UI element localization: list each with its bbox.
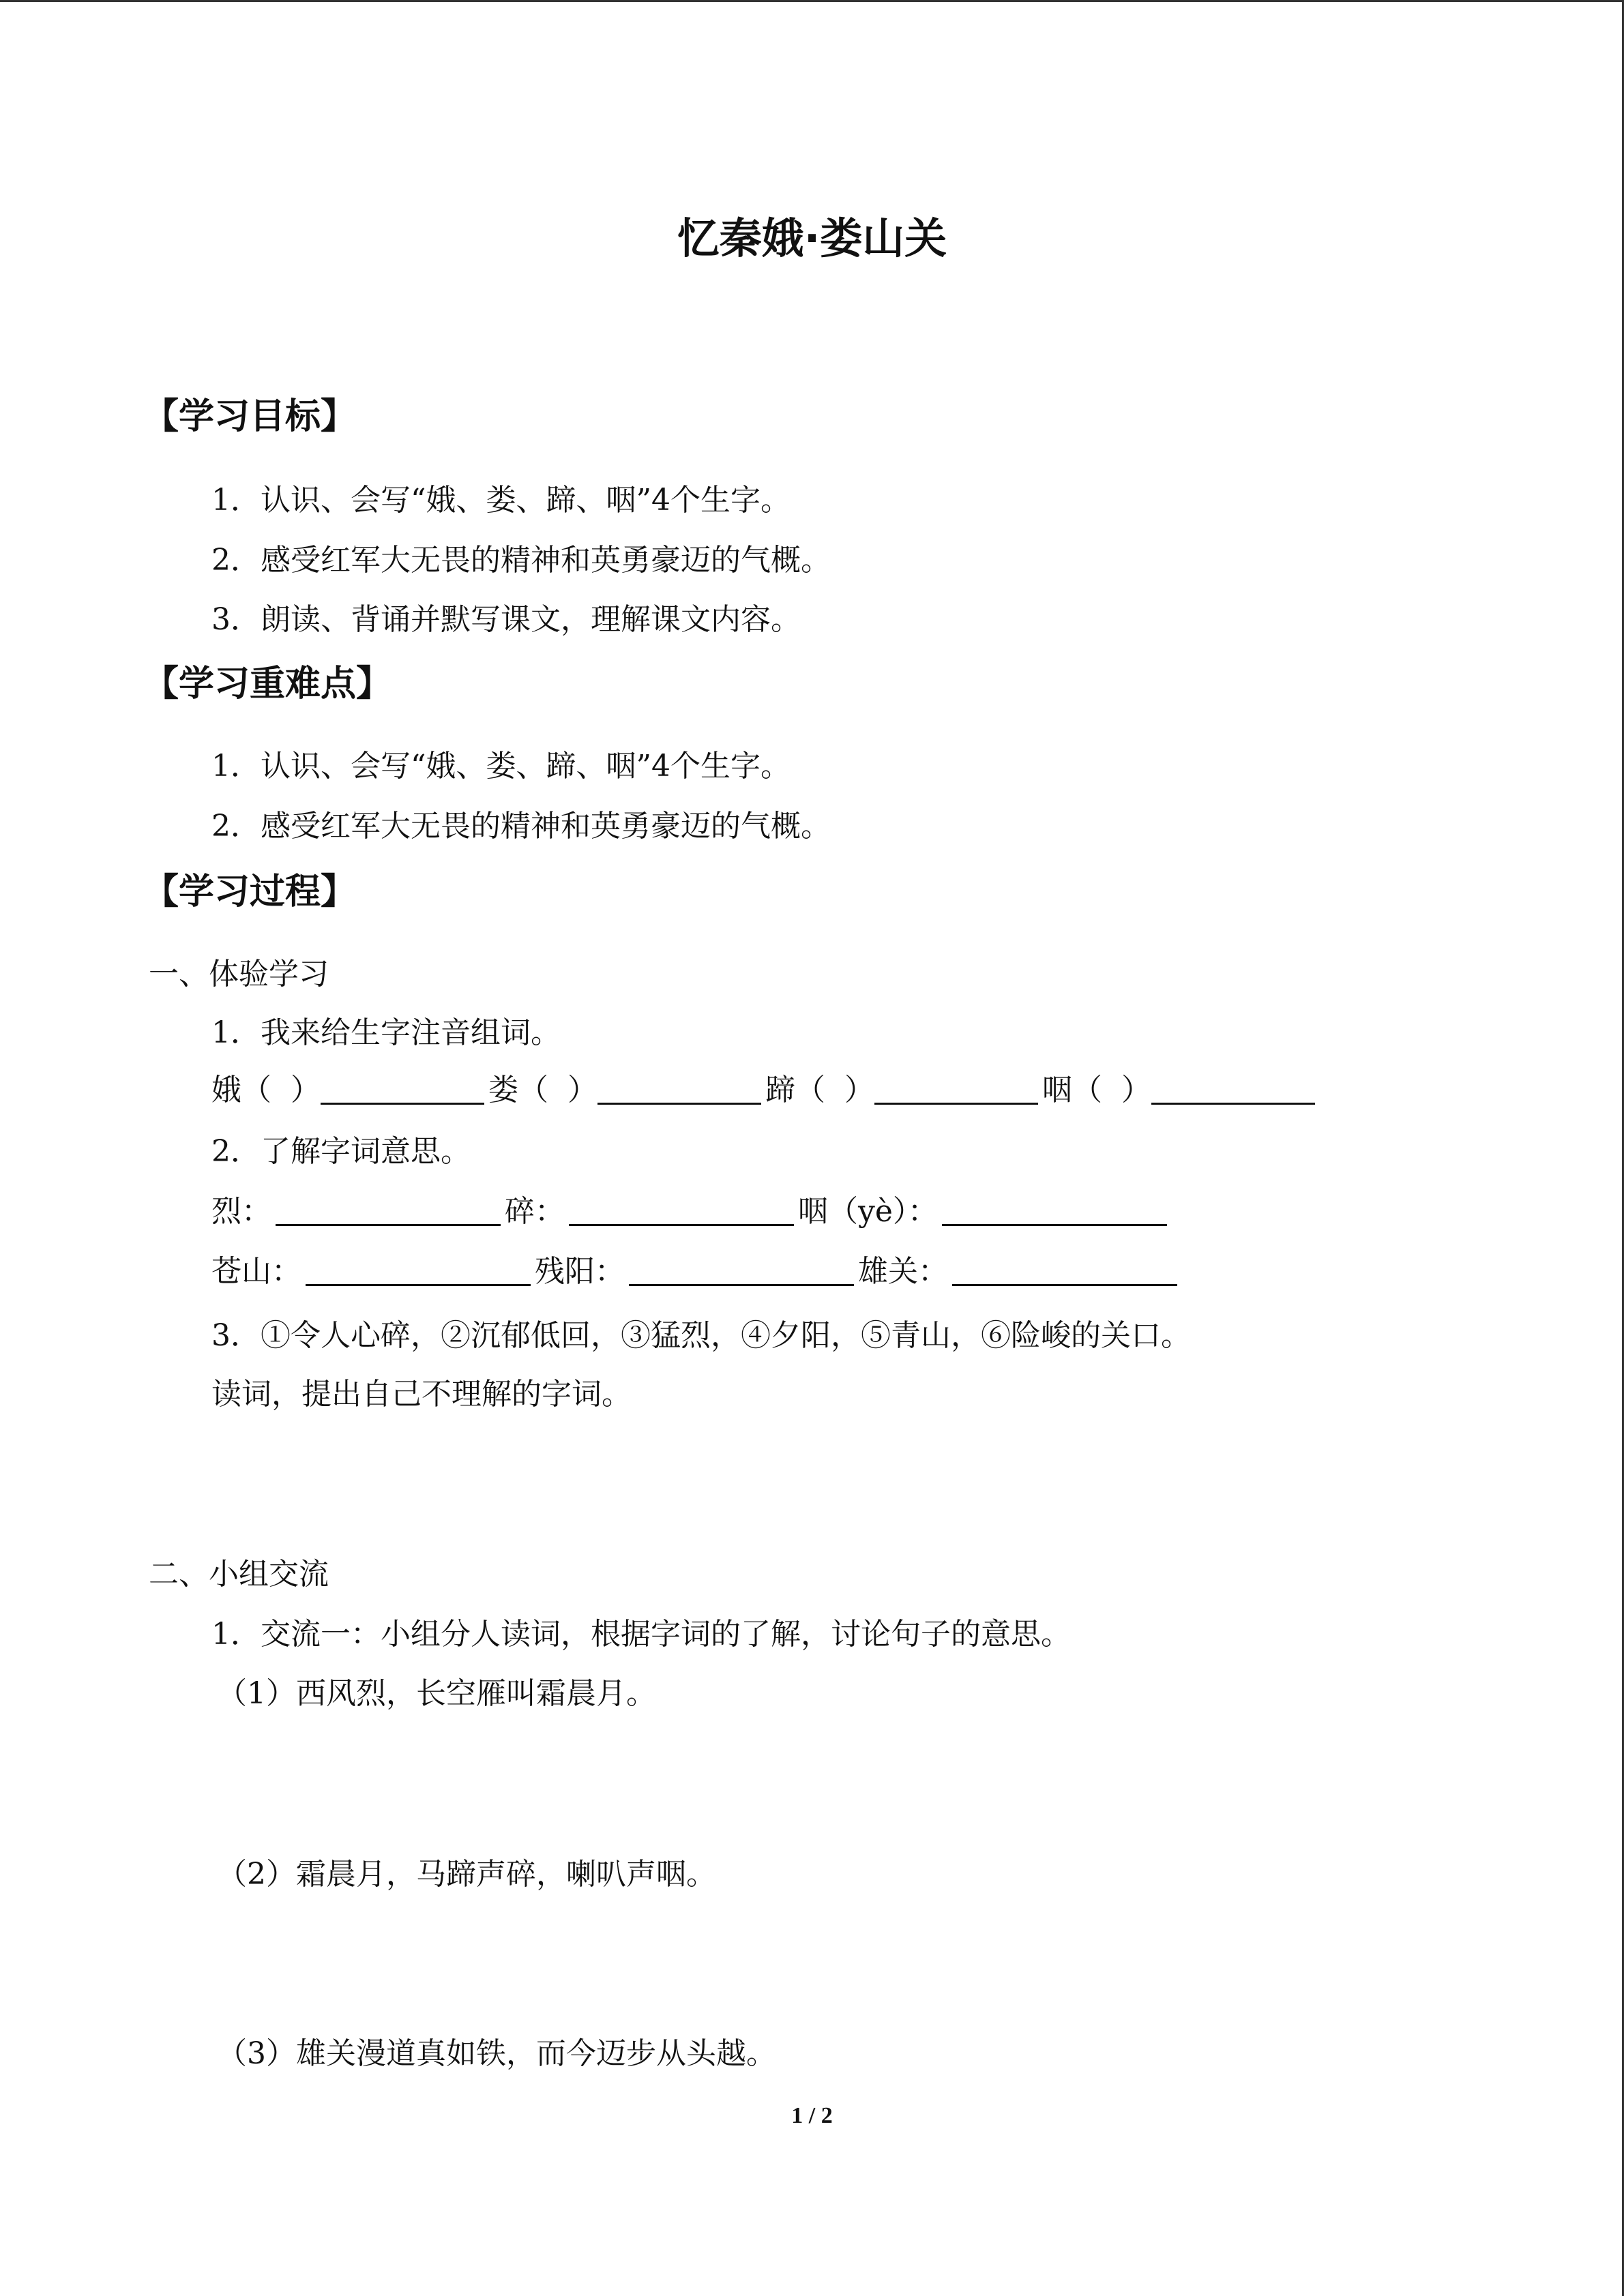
word-blank-3[interactable]	[874, 1073, 1038, 1105]
part2-q1: 1．交流一：小组分人读词，根据字词的了解，讨论句子的意思。	[211, 1617, 1071, 1652]
pinyin-paren-4: （ ）	[1072, 1073, 1151, 1107]
part1-heading: 一、体验学习	[149, 957, 329, 992]
meaning-label-xiongguan: 雄关：	[858, 1254, 948, 1289]
page-number: 1 / 2	[791, 2103, 833, 2128]
pinyin-paren-3: （ ）	[795, 1073, 874, 1107]
word-blank-2[interactable]	[597, 1073, 761, 1105]
meaning-blank-lie[interactable]	[276, 1194, 501, 1226]
char-1: 娥	[211, 1073, 241, 1107]
char-4: 咽	[1042, 1073, 1072, 1107]
process-heading: 【学习过程】	[143, 871, 357, 912]
meaning-blank-ye[interactable]	[942, 1194, 1167, 1226]
key-item-1: 1．认识、会写“娥、娄、蹄、咽”4个生字。	[211, 749, 791, 784]
meaning-label-canyang: 残阳：	[535, 1254, 625, 1289]
part1-q2: 2．了解字词意思。	[211, 1134, 471, 1169]
meaning-row-1	[211, 1187, 1171, 1230]
key-item-2: 2．感受红军大无畏的精神和英勇豪迈的气概。	[211, 809, 831, 844]
meaning-blank-canyang[interactable]	[629, 1254, 854, 1286]
part1-q1: 1．我来给生字注音组词。	[211, 1015, 561, 1050]
top-border	[0, 0, 1624, 2]
pinyin-paren-1: （ ）	[241, 1073, 321, 1107]
pinyin-paren-2: （ ）	[518, 1073, 597, 1107]
part1-q3: 3．①令人心碎，②沉郁低回，③猛烈，④夕阳，⑤青山，⑥险峻的关口。	[211, 1318, 1191, 1353]
sentence-1: （1）西风烈，长空雁叫霜晨月。	[217, 1676, 656, 1711]
page-title: 忆秦娥·娄山关	[677, 213, 947, 263]
goal-item-3: 3．朗读、背诵并默写课文，理解课文内容。	[211, 602, 801, 637]
meaning-label-cangshan: 苍山：	[211, 1254, 301, 1289]
sentence-2: （2）霜晨月，马蹄声碎，喇叭声咽。	[217, 1857, 716, 1892]
goals-heading: 【学习目标】	[143, 396, 357, 437]
meaning-label-lie: 烈：	[211, 1194, 271, 1229]
part2-heading: 二、小组交流	[149, 1557, 329, 1592]
pinyin-row	[211, 1065, 1319, 1109]
goal-item-1: 1．认识、会写“娥、娄、蹄、咽”4个生字。	[211, 483, 791, 518]
goal-item-2: 2．感受红军大无畏的精神和英勇豪迈的气概。	[211, 543, 831, 578]
meaning-row-2	[211, 1247, 1181, 1290]
char-2: 娄	[488, 1073, 518, 1107]
key-points-heading: 【学习重难点】	[143, 664, 392, 704]
char-3: 蹄	[765, 1073, 795, 1107]
meaning-label-sui: 碎：	[505, 1194, 565, 1229]
meaning-blank-sui[interactable]	[569, 1194, 794, 1226]
word-blank-4[interactable]	[1151, 1073, 1315, 1105]
meaning-blank-xiongguan[interactable]	[952, 1254, 1177, 1286]
part1-q3-note: 读词，提出自己不理解的字词。	[211, 1377, 632, 1412]
word-blank-1[interactable]	[321, 1073, 484, 1105]
meaning-label-ye: 咽（yè）：	[798, 1194, 938, 1229]
meaning-blank-cangshan[interactable]	[306, 1254, 531, 1286]
sentence-3: （3）雄关漫道真如铁，而今迈步从头越。	[217, 2036, 776, 2071]
